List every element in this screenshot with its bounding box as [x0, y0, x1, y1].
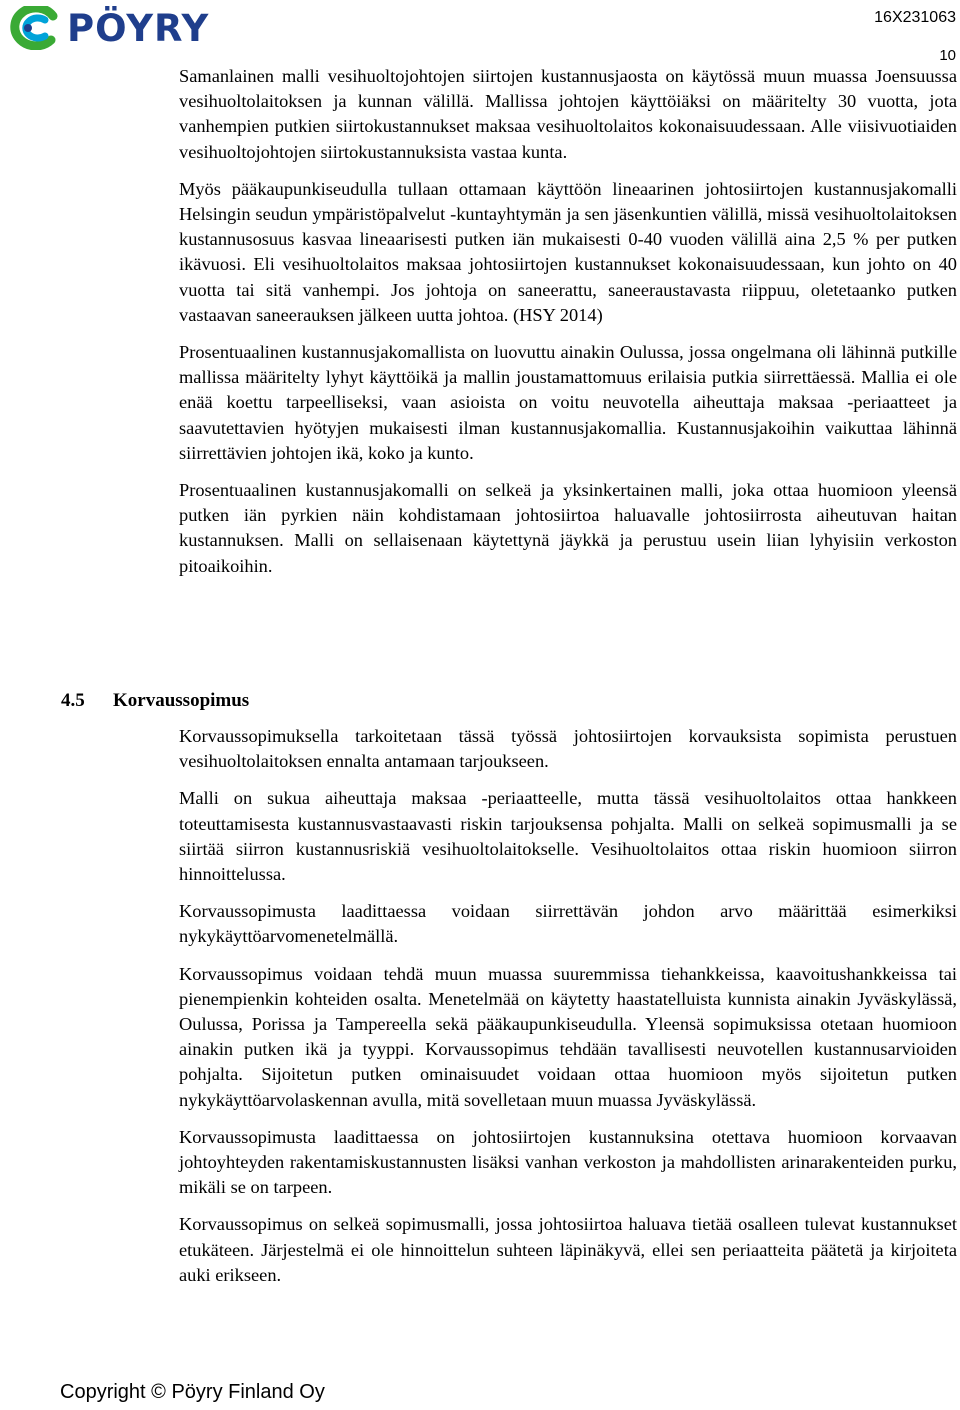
- logo-wordmark: PÖYRY: [67, 7, 210, 50]
- section-number: 4.5: [61, 690, 85, 711]
- poyry-logo-mark-icon: [5, 6, 63, 50]
- paragraph: Prosentuaalinen kustannusjakomallista on luovuttu ainakin Oulussa, jossa ongelmana oli lähinnä putkille mallissa määritelty lyhyt käyttöikä ja mallin joustamattomuus erilaisia putkia siirrettäessä. Mallia ei ole enää koettu tarpeelliseksi, vaan asioista on voitu neuvotella aiheuttaja maksaa -periaatteet ja saavutettavien hyötyjen mukaisesti ilman kustannusjakomallia. Kustannusjakoihin vaikuttaa lähinnä siirrettävien johtojen ikä, koko ja kunto.: [179, 342, 957, 463]
- paragraph: Korvaussopimus on selkeä sopimusmalli, jossa johtosiirtoa haluava tietää osalleen tulevat kustannukset etukäteen. Järjestelmä ei ole hinnoittelun suhteen läpinäkyvä, ellei sen periaatteita päätetä ja kirjoiteta auki erikseen.: [179, 1214, 957, 1285]
- page-number: 10: [939, 47, 956, 64]
- footer-copyright: Copyright © Pöyry Finland Oy: [60, 1381, 325, 1403]
- paragraph: Prosentuaalinen kustannusjakomalli on selkeä ja yksinkertainen malli, joka ottaa huomioon yleensä putken iän pyrkien näin kohdistamaan johtosiirtoa haluavalle johtosiirrosta aiheutuvan haitan kustannuksen. Malli on sellaisenaan käytettynä jäykkä ja perustuu usein liian lyhyisiin verkoston pitoaikoihin.: [179, 480, 957, 576]
- paragraph: Malli on sukua aiheuttaja maksaa -periaatteelle, mutta tässä vesihuoltolaitos ottaa hankkeen toteuttamisesta kustannusvastaavasti riskin tarjouksensa pohjalta. Malli on selkeä sopimusmalli ja se siirtää siirron kustannusriskiä vesihuoltolaitokselle. Vesihuoltolaitos ottaa riskin huomioon siirron hinnoittelussa.: [179, 788, 957, 885]
- body-text-section: [179, 724, 957, 1300]
- paragraph: Samanlainen malli vesihuoltojohtojen siirtojen kustannusjaosta on käytössä muun muassa Joensuussa vesihuoltolaitoksen ja kunnan välillä. Mallissa johtojen käyttöiäksi on määritelty 30 vuotta, jota vanhempien putkien siirtokustannukset maksaa vesihuoltolaitos kokonaisuudessaan. Alle viisivuotiaiden vesihuoltojohtojen siirtokustannuksista vastaa kunta.: [179, 66, 957, 162]
- section-title: Korvaussopimus: [113, 690, 250, 711]
- document-id: 16X231063: [874, 9, 956, 26]
- paragraph: Korvaussopimus voidaan tehdä muun muassa suuremmissa tiehankkeissa, kaavoitushankkeissa tai pienempienkin kohteiden osalta. Menetelmää on käytetty haastatelluista kunnista ainakin Jyväskylässä, Oulussa, Porissa ja Tampereella sekä pääkaupunkiseudulla. Yleensä sopimuksissa otetaan huomioon ainakin putken ikä ja tyyppi. Korvaussopimus tehdään tavallisesti neuvotellen kustannusarvioiden pohjalta. Sijoitetun putken ominaisuudet voidaan ottaa huomioon myös sijoitetun putken nykykäyttöarvolaskennan avulla, mitä sovelletaan muun muassa Jyväskylässä.: [179, 963, 957, 1110]
- section-heading: [61, 688, 249, 714]
- paragraph: Korvaussopimusta laadittaessa on johtosiirtojen kustannuksina otettava huomioon korvaavan johtoyhteyden rakentamiskustannusten lisäksi vanhan verkoston ja mahdollisten arinarakenteiden purku, mikäli se on tarpeen.: [179, 1126, 957, 1198]
- body-text-top: [179, 64, 957, 591]
- paragraph: Myös pääkaupunkiseudulla tullaan ottamaan käyttöön lineaarinen johtosiirtojen kustannusjakomalli Helsingin seudun ympäristöpalvelut -kuntayhtymän ja sen jäsenkuntien välillä, missä vesihuoltolaitoksen kustannusosuus kasvaa lineaarisesti putken iän mukaisesti 0-40 vuoden välillä aina 2,5 % per putken ikävuosi. Eli vesihuoltolaitos maksaa johtosiirtojen kustannukset kokonaisuudessaan, kun johto on 40 vuotta tai sitä vanhempi. Jos johtoja on saneerattu, saneeraustavasta riippuu, oletetaanko putken vastaavan saneerauksen jälkeen uutta johtoa. (HSY 2014): [179, 178, 957, 325]
- poyry-logo: [5, 6, 245, 50]
- paragraph: Korvaussopimusta laadittaessa voidaan siirrettävän johdon arvo määrittää esimerkiksi nykykäyttöarvomenetelmällä.: [179, 901, 957, 947]
- paragraph: Korvaussopimuksella tarkoitetaan tässä työssä johtosiirtojen korvauksista sopimista perustuen vesihuoltolaitoksen ennalta antamaan tarjoukseen.: [179, 726, 957, 772]
